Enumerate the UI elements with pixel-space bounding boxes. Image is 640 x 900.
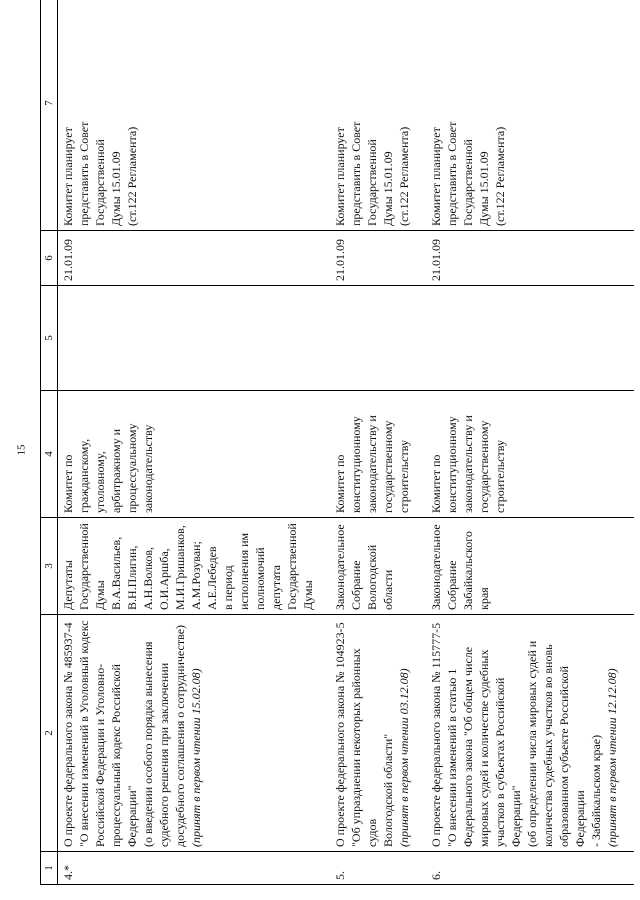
responsible-committee-line: законодательству xyxy=(141,424,155,513)
bill-initiator-line: Думы xyxy=(301,580,315,610)
table-row xyxy=(426,0,634,885)
bill-subject-line: "О внесении изменений в Уголовный кодекс xyxy=(77,620,91,847)
committee-plan xyxy=(426,0,634,231)
page-number: 15 xyxy=(15,444,28,456)
bill-initiator-line: В.Н.Плигин, xyxy=(125,545,139,610)
bill-initiator-line: Депутаты xyxy=(61,560,75,610)
bill-initiator xyxy=(426,518,634,615)
committee-plan-line: Думы 15.01.09 xyxy=(477,151,491,226)
responsible-committee xyxy=(58,391,331,518)
date-cell: 21.01.09 xyxy=(58,231,331,286)
date-cell: 21.01.09 xyxy=(330,231,426,286)
committee-plan-line: Думы 15.01.09 xyxy=(381,151,395,226)
bill-subject-line: О проекте федерального закона № 485937-4 xyxy=(61,622,75,847)
responsible-committee-line: Комитет по xyxy=(61,454,75,513)
bill-initiator-line: А.М.Розуван; xyxy=(189,541,203,610)
column-header: 1 xyxy=(41,852,58,885)
bill-subject-line: судебного решения при заключении xyxy=(157,662,171,847)
bill-reading-note: (принят в первом чтении 15.02.08) xyxy=(189,668,203,847)
responsible-committee-line: строительству xyxy=(397,440,411,513)
bill-subject-line: "Об упразднении некоторых районных судов xyxy=(349,648,379,847)
bill-subject-line: "О внесении изменений в статью 1 xyxy=(445,668,459,847)
bill-initiator-line: Государственной xyxy=(285,523,299,610)
bill-initiator-line: М.И.Гришанков, xyxy=(173,525,187,610)
committee-plan-line: Государственной xyxy=(365,139,379,226)
bill-initiator-line: Вологодской области xyxy=(365,544,395,610)
bill-subject xyxy=(426,615,634,852)
bill-initiator-line: Забайкальского края xyxy=(461,531,491,610)
bill-subject-line: досудебного соглашения о сотрудничестве) xyxy=(173,624,187,847)
row-number: 5. xyxy=(330,852,426,885)
bill-subject-line: Федерального закона "Об общем числе xyxy=(461,646,475,847)
responsible-committee-line: строительству xyxy=(493,440,507,513)
bill-reading-note: (принят в первом чтении 03.12.08) xyxy=(397,668,411,847)
table-frame xyxy=(40,25,619,885)
bill-subject-line: О проекте федерального закона № 104923-5 xyxy=(333,622,347,847)
column-5-cell xyxy=(58,286,331,391)
column-header: 5 xyxy=(41,286,58,391)
bill-initiator-line: В.А.Васильев, xyxy=(109,536,123,610)
bill-subject-line: Федерации" xyxy=(125,785,139,847)
column-header-row xyxy=(41,0,58,885)
bill-initiator xyxy=(330,518,426,615)
responsible-committee-line: конституционному xyxy=(349,416,363,513)
column-header: 4 xyxy=(41,391,58,518)
bill-subject-line: мировых судей и количестве судебных xyxy=(477,649,491,847)
bill-subject-line: участков в субъектах Российской Федерации" xyxy=(493,677,523,847)
responsible-committee-line: Комитет по xyxy=(333,454,347,513)
column-header: 7 xyxy=(41,0,58,231)
bill-initiator-line: О.И.Аршба, xyxy=(157,548,171,610)
committee-plan-line: Комитет планирует xyxy=(333,127,347,226)
committee-plan-line: Государственной xyxy=(461,139,475,226)
row-number: 6. xyxy=(426,852,634,885)
bill-subject-line: процессуальный кодекс Российской xyxy=(109,664,123,847)
column-header: 3 xyxy=(41,518,58,615)
table-body xyxy=(58,0,635,885)
committee-plan xyxy=(330,0,426,231)
bill-subject-line: О проекте федерального закона № 115777-5 xyxy=(429,622,443,847)
responsible-committee-line: уголовному, xyxy=(93,451,107,513)
responsible-committee-line: государственному xyxy=(477,420,491,513)
bill-initiator-line: А.Н.Волков, xyxy=(141,546,155,610)
table-row xyxy=(330,0,426,885)
bill-initiator-line: Законодательное xyxy=(429,524,443,610)
column-header: 6 xyxy=(41,231,58,286)
row-number: 4.* xyxy=(58,852,331,885)
date-cell: 21.01.09 xyxy=(426,231,634,286)
column-header: 2 xyxy=(41,615,58,852)
bill-initiator-line: депутата xyxy=(269,565,283,610)
table-row xyxy=(58,0,331,885)
responsible-committee-line: арбитражному и xyxy=(109,428,123,513)
responsible-committee-line: законодательству и xyxy=(365,415,379,513)
bill-subject-line: (о введении особого порядка вынесения xyxy=(141,641,155,847)
committee-plan-line: (ст.122 Регламента) xyxy=(493,126,507,226)
column-5-cell xyxy=(426,286,634,391)
column-5-cell xyxy=(330,286,426,391)
bill-subject-line: образованном субъекте Российской Федерации xyxy=(557,666,587,847)
responsible-committee xyxy=(330,391,426,518)
responsible-committee-line: законодательству и xyxy=(461,415,475,513)
bill-initiator-line: А.Е.Лебедев xyxy=(205,546,219,610)
responsible-committee-line: конституционному xyxy=(445,416,459,513)
responsible-committee-line: процессуальному xyxy=(125,423,139,513)
bill-subject-line: (об определении числа мировых судей и xyxy=(525,640,539,847)
bill-initiator-line: Думы xyxy=(93,580,107,610)
committee-plan-line: Комитет планирует xyxy=(61,127,75,226)
bill-subject-line: - Забайкальском крае) xyxy=(589,734,603,847)
committee-plan-line: Комитет планирует xyxy=(429,127,443,226)
committee-plan-line: (ст.122 Регламента) xyxy=(125,126,139,226)
bill-subject xyxy=(58,615,331,852)
bill-initiator-line: Собрание xyxy=(349,560,363,610)
bill-initiator-line: Государственной xyxy=(77,523,91,610)
committee-plan-line: (ст.122 Регламента) xyxy=(397,126,411,226)
bill-subject-line: Вологодской области" xyxy=(381,733,395,847)
bill-subject-line: количества судебных участков во вновь xyxy=(541,644,555,847)
committee-plan-line: представить в Совет xyxy=(349,121,363,226)
bill-initiator-line: полномочий xyxy=(253,547,267,610)
responsible-committee-line: государственному xyxy=(381,420,395,513)
committee-plan-line: представить в Совет xyxy=(445,121,459,226)
bill-reading-note: (принят в первом чтении 12.12.08) xyxy=(605,668,619,847)
bill-initiator-line: в период xyxy=(221,565,235,610)
bill-initiator xyxy=(58,518,331,615)
responsible-committee xyxy=(426,391,634,518)
responsible-committee-line: Комитет по xyxy=(429,454,443,513)
bills-table xyxy=(40,0,634,885)
committee-plan xyxy=(58,0,331,231)
bill-subject-line: Российской Федерации и Уголовно- xyxy=(93,663,107,847)
bill-initiator-line: Собрание xyxy=(445,560,459,610)
bill-subject xyxy=(330,615,426,852)
bill-initiator-line: исполнения им xyxy=(237,532,251,610)
responsible-committee-line: гражданскому, xyxy=(77,438,91,513)
committee-plan-line: Думы 15.01.09 xyxy=(109,151,123,226)
committee-plan-line: представить в Совет xyxy=(77,121,91,226)
committee-plan-line: Государственной xyxy=(93,139,107,226)
bill-initiator-line: Законодательное xyxy=(333,524,347,610)
